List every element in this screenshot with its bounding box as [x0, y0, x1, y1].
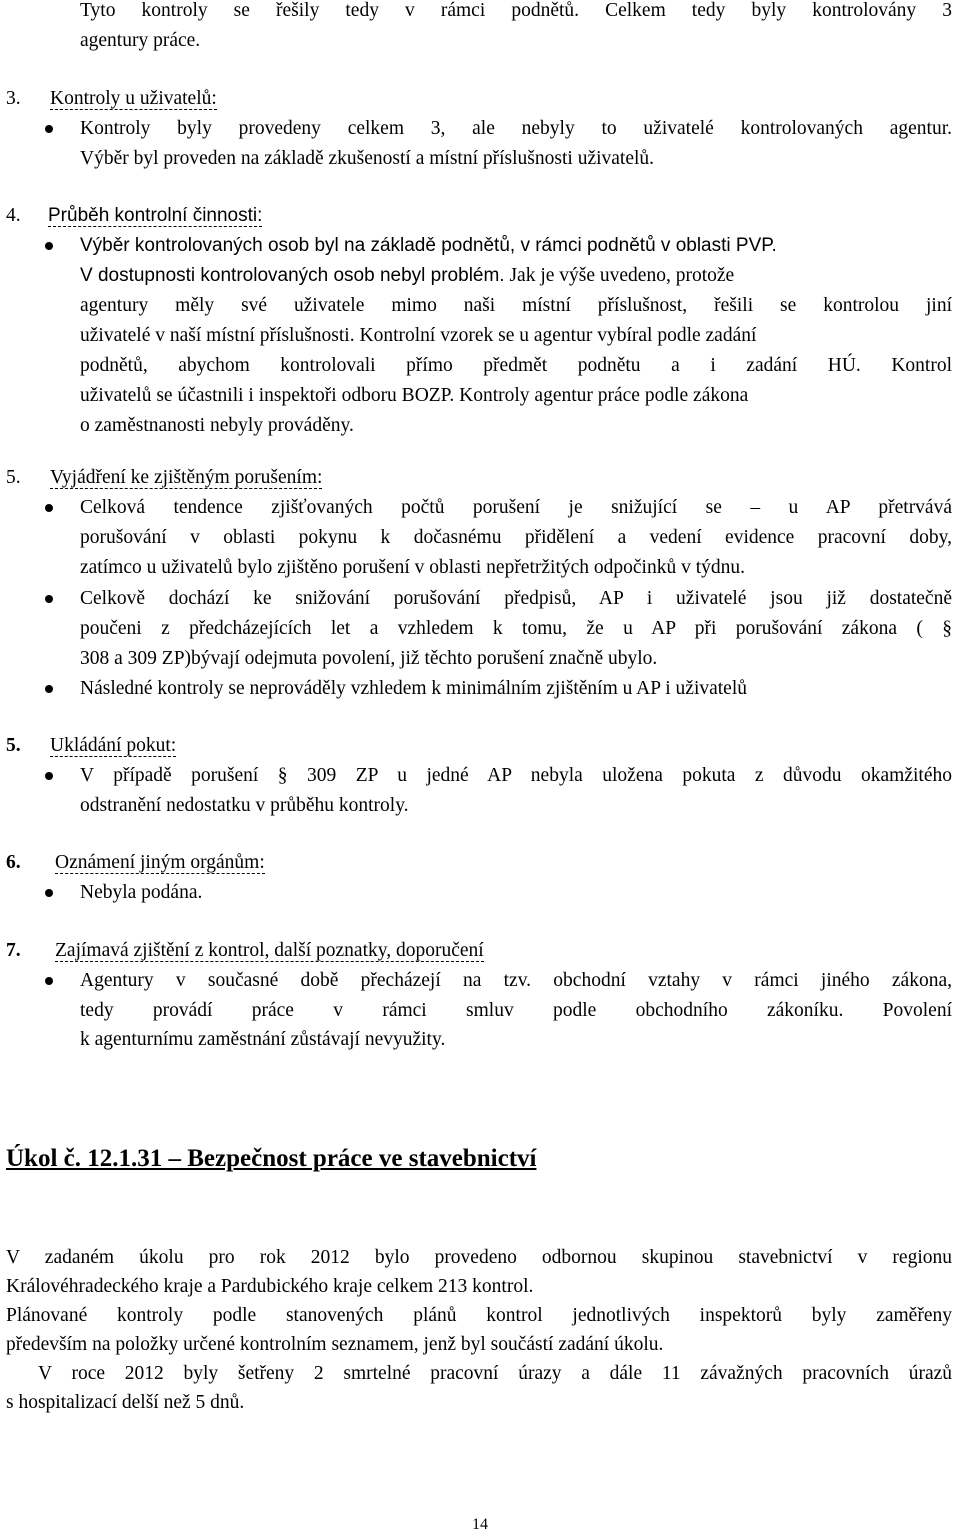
section-3-number: 3. — [6, 88, 21, 109]
s6-b1-line-1: Nebyla podána. — [80, 882, 203, 903]
body-line-1: V zadaném úkolu pro rok 2012 bylo provedeno odbornou skupinou stavebnictví v regionu — [6, 1247, 952, 1268]
section-5a-number: 5. — [6, 467, 21, 488]
intro-line-1: Tyto kontroly se řešily tedy v rámci podnětů. Celkem tedy byly kontrolovány 3 — [80, 0, 952, 21]
bullet-icon — [45, 242, 53, 250]
s4-b1-line-2: V dostupnosti kontrolovaných osob nebyl problém. Jak je výše uvedeno, protože — [80, 265, 735, 286]
body-line-3: Plánované kontroly podle stanovených plánů kontrol jednotlivých inspektorů byly zaměřeny — [6, 1305, 952, 1326]
s3-b1-line-1: Kontroly byly provedeny celkem 3, ale nebyly to uživatelé kontrolovaných agentur. — [80, 118, 952, 139]
intro-line-2: agentury práce. — [80, 30, 201, 51]
s4-b1-line-7: o zaměstnanosti nebyly prováděny. — [80, 415, 354, 436]
s5a-b2-line-3: 308 a 309 ZP)bývají odejmuta povolení, již těchto porušení značně ubylo. — [80, 648, 658, 669]
s4-b1-line-5: podnětů, abychom kontrolovali přímo předmět podnětu a i zadání HÚ. Kontrol — [80, 355, 952, 376]
s4-b1-line-6: uživatelů se účastnili i inspektoři odboru BOZP. Kontroly agentur práce podle zákona — [80, 385, 749, 406]
section-6-number: 6. — [6, 852, 21, 873]
s5b-b1-line-1: V případě porušení § 309 ZP u jedné AP nebyla uložena pokuta z důvodu okamžitého — [80, 765, 952, 786]
bullet-icon — [45, 685, 53, 693]
section-4-heading: Průběh kontrolní činnosti: — [48, 205, 263, 226]
section-5a-heading: Vyjádření ke zjištěným porušením: — [50, 467, 323, 488]
s7-b1-line-2: tedy provádí práce v rámci smluv podle obchodního zákoníku. Povolení — [80, 1000, 952, 1021]
section-5b-number: 5. — [6, 735, 21, 756]
section-5b-heading: Ukládání pokut: — [50, 735, 177, 756]
section-7-number: 7. — [6, 940, 21, 961]
bullet-icon — [45, 772, 53, 780]
section-6-heading: Oznámení jiným orgánům: — [55, 852, 265, 873]
task-title: Úkol č. 12.1.31 – Bezpečnost práce ve stavebnictví — [6, 1145, 537, 1172]
s5a-b1-line-2: porušování v oblasti pokynu k dočasnému přidělení a vedení evidence pracovní doby, — [80, 527, 952, 548]
s5b-b1-line-2: odstranění nedostatku v průběhu kontroly. — [80, 795, 409, 816]
s4-b1-line-3: agentury měly své uživatele mimo naši místní příslušnost, řešili se kontrolou jiní — [80, 295, 952, 316]
bullet-icon — [45, 977, 53, 985]
section-7-heading: Zajímavá zjištění z kontrol, další poznatky, doporučení — [55, 940, 484, 961]
page-number: 14 — [472, 1516, 488, 1533]
section-3-heading: Kontroly u uživatelů: — [50, 88, 217, 109]
s3-b1-line-2: Výběr byl proveden na základě zkušeností a místní příslušnosti uživatelů. — [80, 148, 655, 169]
s5a-b1-line-3: zatímco u uživatelů bylo zjištěno porušení v oblasti nepřetržitých odpočinků v týdnu. — [80, 557, 746, 578]
section-4-number: 4. — [6, 205, 21, 226]
s5a-b3-line-1: Následné kontroly se neprováděly vzhledem k minimálním zjištěním u AP i uživatelů — [80, 678, 748, 699]
s4-b1-line-4: uživatelé v naší místní příslušnosti. Kontrolní vzorek se u agentur vybíral podle zadání — [80, 325, 757, 346]
bullet-icon — [45, 504, 53, 512]
bullet-icon — [45, 595, 53, 603]
body-line-6: s hospitalizací delší než 5 dnů. — [6, 1392, 245, 1413]
bullet-icon — [45, 125, 53, 133]
s7-b1-line-3: k agenturnímu zaměstnání zůstávají nevyužity. — [80, 1029, 446, 1050]
body-line-4: především na položky určené kontrolním seznamem, jenž byl součástí zadání úkolu. — [6, 1334, 664, 1355]
body-line-2: Královéhradeckého kraje a Pardubického kraje celkem 213 kontrol. — [6, 1276, 534, 1297]
s5a-b2-line-2: poučeni z předcházejících let a vzhledem k tomu, že u AP při porušování zákona ( § — [80, 618, 952, 639]
body-line-5: V roce 2012 byly šetřeny 2 smrtelné pracovní úrazy a dále 11 závažných pracovních úrazů — [38, 1363, 952, 1384]
bullet-icon — [45, 889, 53, 897]
s4-b1-line-1: Výběr kontrolovaných osob byl na základě podnětů, v rámci podnětů v oblasti PVP. — [80, 235, 777, 256]
s7-b1-line-1: Agentury v současné době přecházejí na tzv. obchodní vztahy v rámci jiného zákona, — [80, 970, 952, 991]
s5a-b2-line-1: Celkově dochází ke snižování porušování předpisů, AP i uživatelé jsou již dostatečně — [80, 588, 952, 609]
s5a-b1-line-1: Celková tendence zjišťovaných počtů porušení je snižující se – u AP přetrvává — [80, 497, 952, 518]
